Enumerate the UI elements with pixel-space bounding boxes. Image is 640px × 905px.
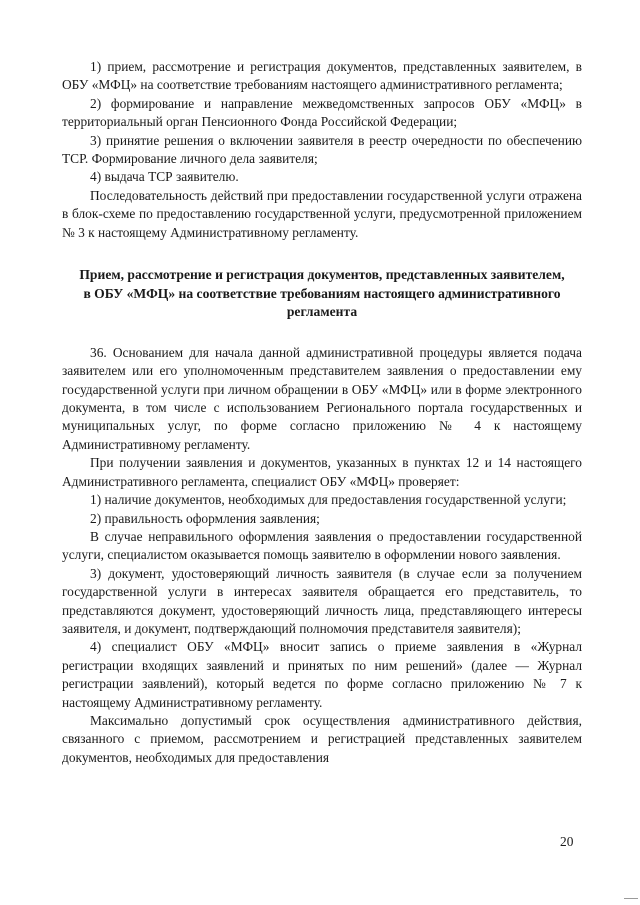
list-item-procedure-2: 2) формирование и направление межведомственных запросов ОБУ «МФЦ» в территориальный орган Пенсионного Фонда Российской Федерации; <box>62 95 582 130</box>
check-item-4: 4) специалист ОБУ «МФЦ» вносит запись о приеме заявления в «Журнал регистрации входящих заявлений и принятых по ним решений» (далее — Журнал регистрации заявлений), который ведется по форме согласно приложению № 7 к настоящему Административному регламенту. <box>62 639 582 710</box>
check-item-2: 2) правильность оформления заявления; <box>90 510 320 526</box>
paragraph-check-intro: При получении заявления и документов, указанных в пунктах 12 и 14 настоящего Административного регламента, специалист ОБУ «МФЦ» проверяет: <box>62 455 582 489</box>
list-item-procedure-3: 3) принятие решения о включении заявителя в реестр очередности по обеспечению ТСР. Формирование личного дела заявителя; <box>62 132 582 167</box>
list-item-procedure-4: 4) выдача ТСР заявителю. <box>90 169 239 185</box>
sequence-paragraph: Последовательность действий при предоставлении государственной услуги отражена в блок-схеме по предоставлению государственной услуги, предусмотренной приложением № 3 к настоящему Административному регламенту. <box>62 187 582 240</box>
check-item-3: 3) документ, удостоверяющий личность заявителя (в случае если за получением государственной услуги в интересах заявителя обращается его представитель, то представляются документ, удостоверяющий личность лица, представляющего интересы заявителя, и документ, подтверждающий полномочия представителя заявителя); <box>62 565 582 636</box>
list-item-procedure-1: 1) прием, рассмотрение и регистрация документов, представленных заявителем, в ОБУ «МФЦ» на соответствие требованиям настоящего административного регламента; <box>62 59 582 93</box>
check-item-note: В случае неправильного оформления заявления о предоставлении государственной услуги, специалистом оказывается помощь заявителю в оформлении нового заявления. <box>62 528 582 563</box>
check-item-1: 1) наличие документов, необходимых для предоставления государственной услуги; <box>90 492 567 508</box>
corner-mark <box>624 898 638 899</box>
section-heading: Прием, рассмотрение и регистрация документов, представленных заявителем, в ОБУ «МФЦ» на соответствие требованиям настоящего административного регламента <box>79 267 565 320</box>
max-term-paragraph: Максимально допустимый срок осуществления административного действия, связанного с приемом, рассмотрением и регистрацией представленных заявителем документов, необходимых для предоставления <box>62 712 582 765</box>
paragraph-36: 36. Основанием для начала данной административной процедуры является подача заявителем или его уполномоченным представителем заявления о предоставлении ему государственной услуги при личном обращении в ОБУ «МФЦ» или в форме электронного документа, в том числе с использованием Регионального портала государственных и муниципальных услуг, по форме согласно приложению № 4 к настоящему Административному регламенту. <box>62 344 582 452</box>
document-page <box>62 58 582 767</box>
page-number: 20 <box>560 834 574 849</box>
